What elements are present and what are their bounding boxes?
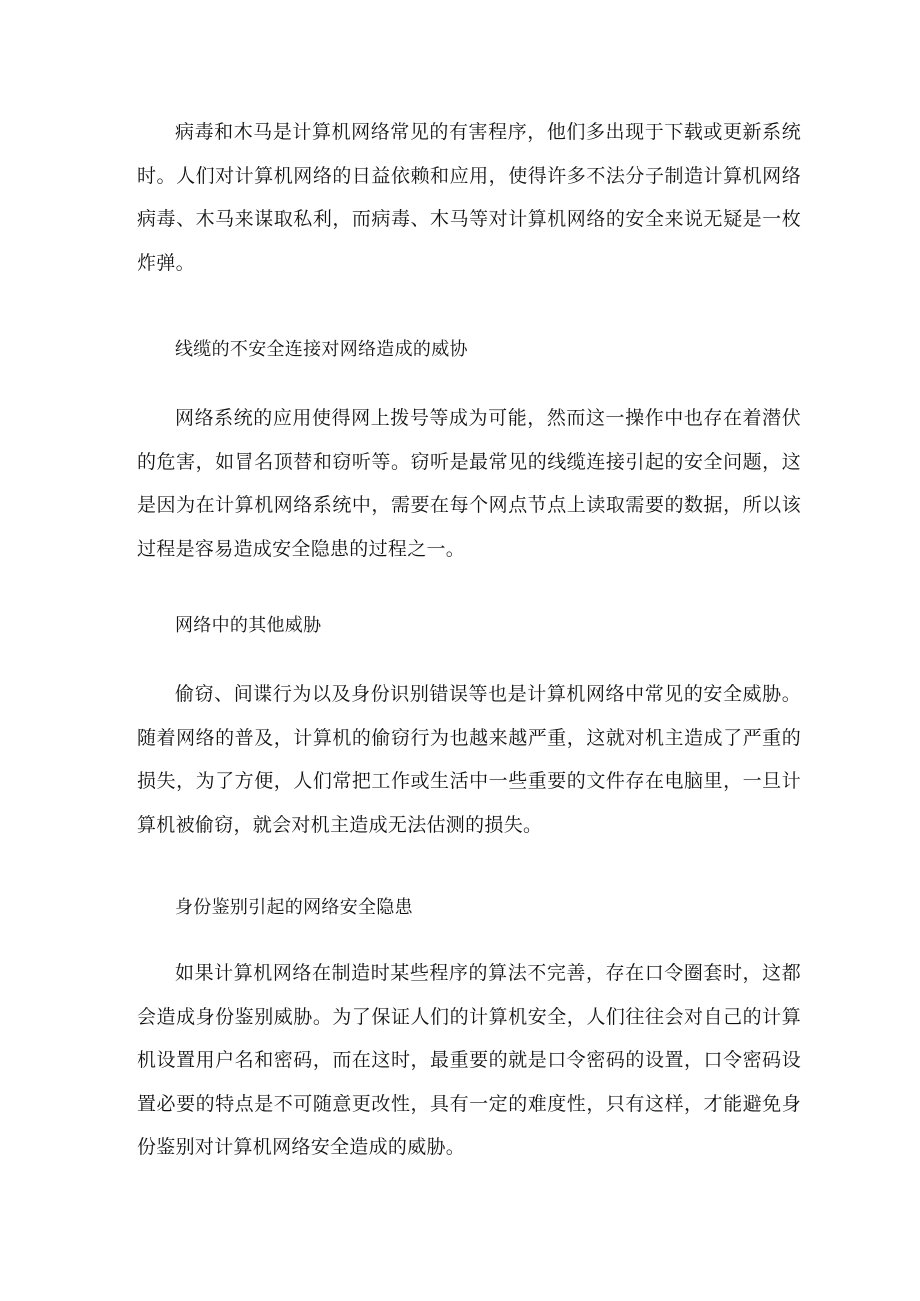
paragraph-virus-trojan: 病毒和木马是计算机网络常见的有害程序，他们多出现于下载或更新系统时。人们对计算机网络的日益依赖和应用，使得许多不法分子制造计算机网络病毒、木马来谋取私利，而病毒、木马等对计算机网络的安全来说无疑是一枚炸弹。	[137, 121, 801, 274]
paragraph-cable-connection: 网络系统的应用使得网上拨号等成为可能，然而这一操作中也存在着潜伏的危害，如冒名顶替和窃听等。窃听是最常见的线缆连接引起的安全问题，这是因为在计算机网络系统中，需要在每个网点节点上读取需要的数据，所以该过程是容易造成安全隐患的过程之一。	[137, 407, 801, 560]
paragraph-theft-espionage: 偷窃、间谍行为以及身份识别错误等也是计算机网络中常见的安全威胁。随着网络的普及，计算机的偷窃行为也越来越严重，这就对机主造成了严重的损失，为了方便，人们常把工作或生活中一些重要的文件存在电脑里，一旦计算机被偷窃，就会对机主造成无法估测的损失。	[137, 683, 801, 836]
paragraph-identity-auth: 如果计算机网络在制造时某些程序的算法不完善，存在口令圈套时，这都会造成身份鉴别威胁。为了保证人们的计算机安全，人们往往会对自己的计算机设置用户名和密码，而在这时，最重要的就是口令密码的设置，口令密码设置必要的特点是不可随意更改性，具有一定的难度性，只有这样，才能避免身份鉴别对计算机网络安全造成的威胁。	[137, 962, 801, 1158]
section-heading-cable-threat: 线缆的不安全连接对网络造成的威协	[175, 339, 468, 360]
section-heading-identity-auth: 身份鉴别引起的网络安全隐患	[175, 897, 413, 918]
section-heading-other-threats: 网络中的其他威胁	[175, 615, 322, 636]
